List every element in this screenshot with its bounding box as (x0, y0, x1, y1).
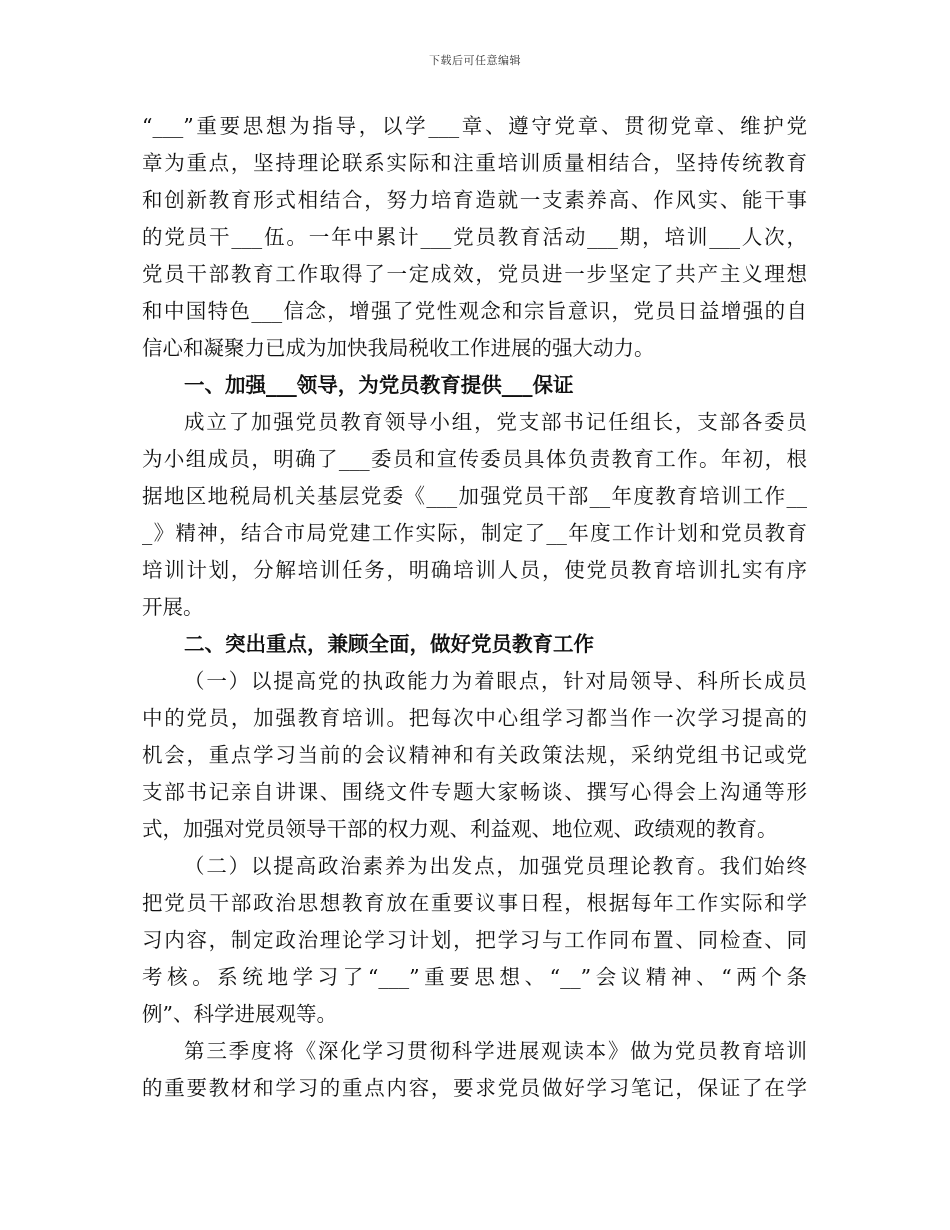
text-line: （二）以提高政治素养为出发点，加强党员理论教育。我们始终 (184, 854, 807, 878)
text-line: 信心和凝聚力已成为加快我局税收工作进展的强大动力。 (142, 336, 655, 360)
text-line: 为小组成员，明确了___委员和宣传委员具体负责教育工作。年初，根 (142, 447, 807, 471)
text-line: 习内容，制定政治理论学习计划，把学习与工作同布置、同检查、同 (142, 928, 807, 952)
text-line: 式，加强对党员领导干部的权力观、利益观、地位观、政绩观的教育。 (142, 817, 778, 841)
text-line: 例”、科学进展观等。 (142, 1002, 337, 1026)
text-line: 和创新教育形式相结合，努力培育造就一支素养高、作风实、能干事 (142, 188, 807, 212)
text-line: 培训计划，分解培训任务，明确培训人员，使党员教育培训扎实有序 (142, 558, 807, 582)
text-line: 支部书记亲自讲课、围绕文件专题大家畅谈、撰写心得会上沟通等形 (142, 780, 807, 804)
text-line: 考核。系统地学习了“___”重要思想、“__”会议精神、“两个条 (142, 965, 807, 989)
text-line: 机会，重点学习当前的会议精神和有关政策法规，采纳党组书记或党 (142, 743, 807, 767)
text-line: 把党员干部政治思想教育放在重要议事日程，根据每年工作实际和学 (142, 891, 807, 915)
text-line: “___”重要思想为指导，以学___章、遵守党章、贯彻党章、维护党 (142, 114, 807, 138)
text-line: 据地区地税局机关基层党委《___加强党员干部__年度教育培训工作__ (142, 484, 807, 508)
text-line: 的重要教材和学习的重点内容，要求党员做好学习笔记，保证了在学 (142, 1076, 807, 1100)
text-line: 的党员干___伍。一年中累计___党员教育活动___期，培训___人次， (142, 225, 807, 249)
text-line: 第三季度将《深化学习贯彻科学进展观读本》做为党员教育培训 (184, 1039, 807, 1063)
text-line: 成立了加强党员教育领导小组，党支部书记任组长，支部各委员 (184, 410, 807, 434)
text-line: （一）以提高党的执政能力为着眼点，针对局领导、科所长成员 (184, 669, 807, 693)
page-header: 下载后可任意编辑 (429, 54, 521, 67)
text-line: 党员干部教育工作取得了一定成效，党员进一步坚定了共产主义理想 (142, 262, 807, 286)
text-line: 开展。 (142, 595, 204, 619)
text-line: 和中国特色___信念，增强了党性观念和宗旨意识，党员日益增强的自 (142, 299, 807, 323)
document-body (142, 108, 807, 1107)
text-line: _》精神，结合市局党建工作实际，制定了__年度工作计划和党员教育 (142, 521, 807, 545)
section-heading: 一、加强___领导，为党员教育提供___保证 (184, 373, 574, 397)
text-line: 章为重点，坚持理论联系实际和注重培训质量相结合，坚持传统教育 (142, 151, 807, 175)
text-line: 中的党员，加强教育培训。把每次中心组学习都当作一次学习提高的 (142, 706, 807, 730)
section-heading: 二、突出重点，兼顾全面，做好党员教育工作 (184, 632, 594, 656)
